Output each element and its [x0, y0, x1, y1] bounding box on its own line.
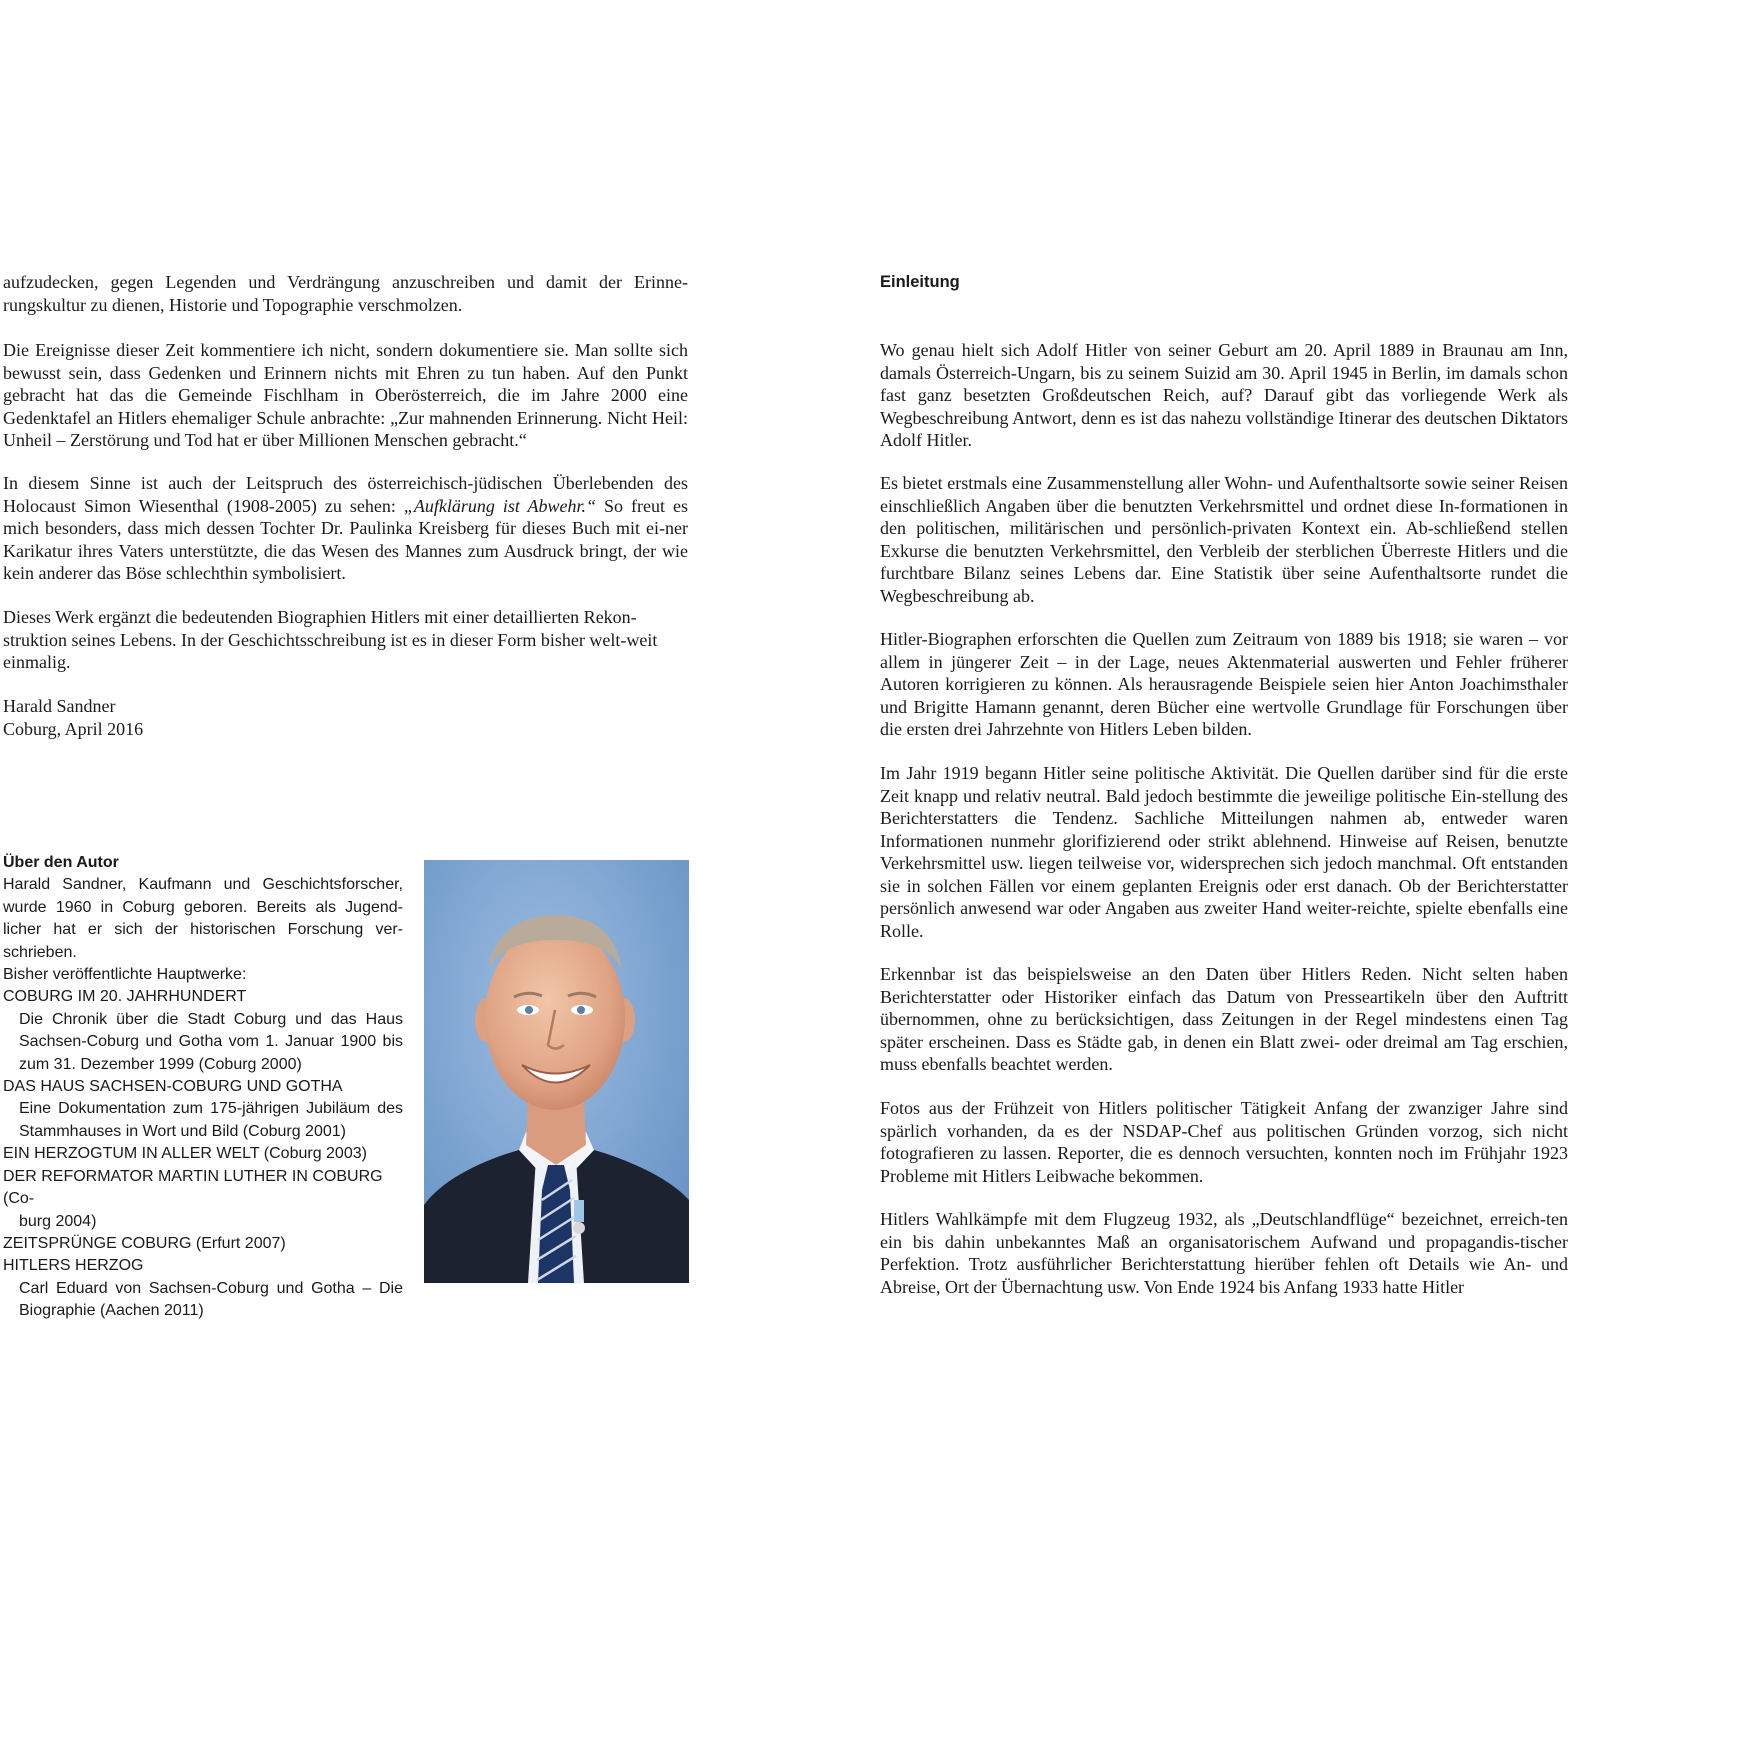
works-intro: Bisher veröffentlichte Hauptwerke: [3, 966, 247, 984]
left-paragraph-3 [3, 472, 688, 585]
right-paragraph-2: Es bietet erstmals eine Zusammenstellung aller Wohn- und Aufenthaltsorte sowie seiner Reisen einschließlich Angaben über die benutzten Verkehrsmittel und ordnet diese In-formationen in den politischen, militärischen und persönlich-privaten Kontext ein. Ab-schließend stellen Exkurse die benutzten Verkehrsmittel, den Verbleib der sterblichen Überreste Hitlers und die furchtbare Bilanz seines Lebens dar. Eine Statistik über seine Aufenthaltsorte rundet die Wegbeschreibung ab. [880, 473, 1568, 606]
author-title: Über den Autor [3, 854, 119, 871]
wiesenthal-quote: „Aufklärung ist Abwehr.“ [403, 495, 597, 516]
work-1-desc: Die Chronik über die Stadt Coburg und das Haus Sachsen-Coburg und Gotha vom 1. Januar 1900 bis zum 31. Dezember 1999 (Coburg 2000) [19, 1010, 403, 1073]
right-paragraph-5: Erkennbar ist das beispielsweise an den Daten über Hitlers Reden. Nicht selten haben Berichterstatter oder Historiker einfach das Datum von Presseartikeln über den Auftritt übernommen, ohne zu berücksichtigen, dass Zeitungen in der Regel mindestens einen Tag später erscheinen. Dass es Städte gab, in denen ein Blatt zwei- oder dreimal am Tag erschien, muss ebenfalls beachtet werden. [880, 964, 1568, 1074]
work-4-cont: burg 2004) [19, 1212, 97, 1230]
work-3: EIN HERZOGTUM IN ALLER WELT (Coburg 2003) [3, 1145, 367, 1163]
left-paragraph-2: Die Ereignisse dieser Zeit kommentiere ich nicht, sondern dokumentiere sie. Man sollte sich bewusst sein, dass Gedenken und Erinnern nichts mit Ehren zu tun haben. Auf den Punkt gebracht hat das die Gemeinde Fischlham in Oberösterreich, die im Jahre 2000 eine Gedenktafel an Hitlers ehemaliger Schule anbrachte: „Zur mahnenden Erinnerung. Nicht Heil: Unheil – Zerstörung und Tod hat er über Millionen Menschen gebracht.“ [3, 340, 688, 450]
chapter-heading: Einleitung [880, 273, 960, 291]
work-2-desc: Eine Dokumentation zum 175-jährigen Jubiläum des Stammhauses in Wort und Bild (Coburg 2001) [19, 1100, 403, 1140]
signature-place: Coburg, April 2016 [3, 719, 144, 739]
author-photo [424, 860, 689, 1283]
work-6-title: HITLERS HERZOG [3, 1257, 144, 1275]
right-paragraph-7: Hitlers Wahlkämpfe mit dem Flugzeug 1932, als „Deutschlandflüge“ bezeichnet, erreich-ten ein bis dahin unbekanntes Maß an organisatorischem Aufwand und propagandis-tischer Perfektion. Trotz ausführlicher Berichterstattung hierüber fehlen oft Details wie An- und Abreise, Ort der Übernachtung usw. Von Ende 1924 bis Anfang 1933 hatte Hitler [880, 1209, 1568, 1297]
left-paragraph-3-rest: So freut es mich besonders, dass mich dessen Tochter Dr. Paulinka Kreisberg für dieses Buch mit ei-ner Karikatur ihres Vaters unterstützte, die das Wesen des Mannes zum Ausdruck bringt, der wie kein anderer das Böse schlechthin symbolisiert. [3, 495, 688, 583]
signature-name: Harald Sandner [3, 696, 116, 716]
right-paragraph-6: Fotos aus der Frühzeit von Hitlers politischer Tätigkeit Anfang der zwanziger Jahre sind spärlich vorhanden, da es der NSDAP-Chef aus politischen Gründen vorzog, sich nicht fotografieren zu lassen. Reporter, die es dennoch versuchten, konnten noch im Frühjahr 1923 Probleme mit Hitlers Leibwache bekommen. [880, 1098, 1568, 1186]
work-5: ZEITSPRÜNGE COBURG (Erfurt 2007) [3, 1234, 286, 1252]
author-portrait-illustration [424, 860, 689, 1283]
work-4-title: DER REFORMATOR MARTIN LUTHER IN COBURG (Co- [3, 1167, 383, 1208]
right-paragraph-4: Im Jahr 1919 begann Hitler seine politische Aktivität. Die Quellen darüber sind für die erste Zeit knapp und relativ neutral. Bald jedoch bestimmte die jeweilige politische Ein-stellung des Berichterstatters die Tendenz. Sachliche Mitteilungen nahmen ab, entweder waren Informationen nunmehr glorifizierend oder strikt ablehnend. Hinweise auf Reisen, benutzte Verkehrsmittel usw. liegen teilweise vor, widersprechen sich jedoch manchmal. Oft entstanden sie in solchen Fällen vor einem geplanten Ereignis oder erst danach. Ob der Berichterstatter persönlich anwesend war oder Angaben aus zweiter Hand weiter-reichte, spielte ebenfalls eine Rolle. [880, 763, 1568, 941]
author-bio: Harald Sandner, Kaufmann und Geschichtsforscher, wurde 1960 in Coburg geboren. Bereits als Jugend-licher hat er sich der historischen Forschung ver-schrieben. [3, 876, 403, 961]
author-block [3, 852, 403, 1323]
right-paragraph-3: Hitler-Biographen erforschten die Quellen zum Zeitraum von 1889 bis 1918; sie waren – vor allem in jüngerer Zeit – in der Lage, neues Aktenmaterial auswerten und Fehler früherer Autoren korrigieren zu können. Als herausragende Beispiele seien hier Anton Joachimsthaler und Brigitte Hamann genannt, deren Bücher eine wertvolle Grundlage für Forschungen über die ersten drei Jahrzehnte von Hitlers Leben bilden. [880, 629, 1568, 739]
left-paragraph-1: aufzudecken, gegen Legenden und Verdrängung anzuschreiben und damit der Erinne-rungskultur zu dienen, Historie und Topographie verschmolzen. [3, 272, 688, 315]
right-paragraph-1: Wo genau hielt sich Adolf Hitler von seiner Geburt am 20. April 1889 in Braunau am Inn, damals Österreich-Ungarn, bis zu seinem Suizid am 30. April 1945 in Berlin, im damals schon fast ganz besetzten Großdeutschen Reich, auf? Darauf gibt das vorliegende Werk als Wegbeschreibung Antwort, denn es ist das nahezu vollständige Itinerar des deutschen Diktators Adolf Hitler. [880, 340, 1568, 450]
work-1-title: COBURG IM 20. JAHRHUNDERT [3, 988, 247, 1006]
work-6-desc: Carl Eduard von Sachsen-Coburg und Gotha – Die Biographie (Aachen 2011) [19, 1279, 403, 1320]
left-paragraph-3-start: In diesem Sinne ist auch der Leitspruch des österreichisch-jüdischen Überlebenden des Holocaust Simon Wiesenthal (1908-2005) zu sehen: [3, 473, 688, 516]
work-2-title: DAS HAUS SACHSEN-COBURG UND GOTHA [3, 1078, 343, 1096]
left-paragraph-4: Dieses Werk ergänzt die bedeutenden Biographien Hitlers mit einer detaillierten Rekon-struktion seines Lebens. In der Geschichtsschreibung ist es in dieser Form bisher welt-weit einmalig. [3, 607, 658, 672]
